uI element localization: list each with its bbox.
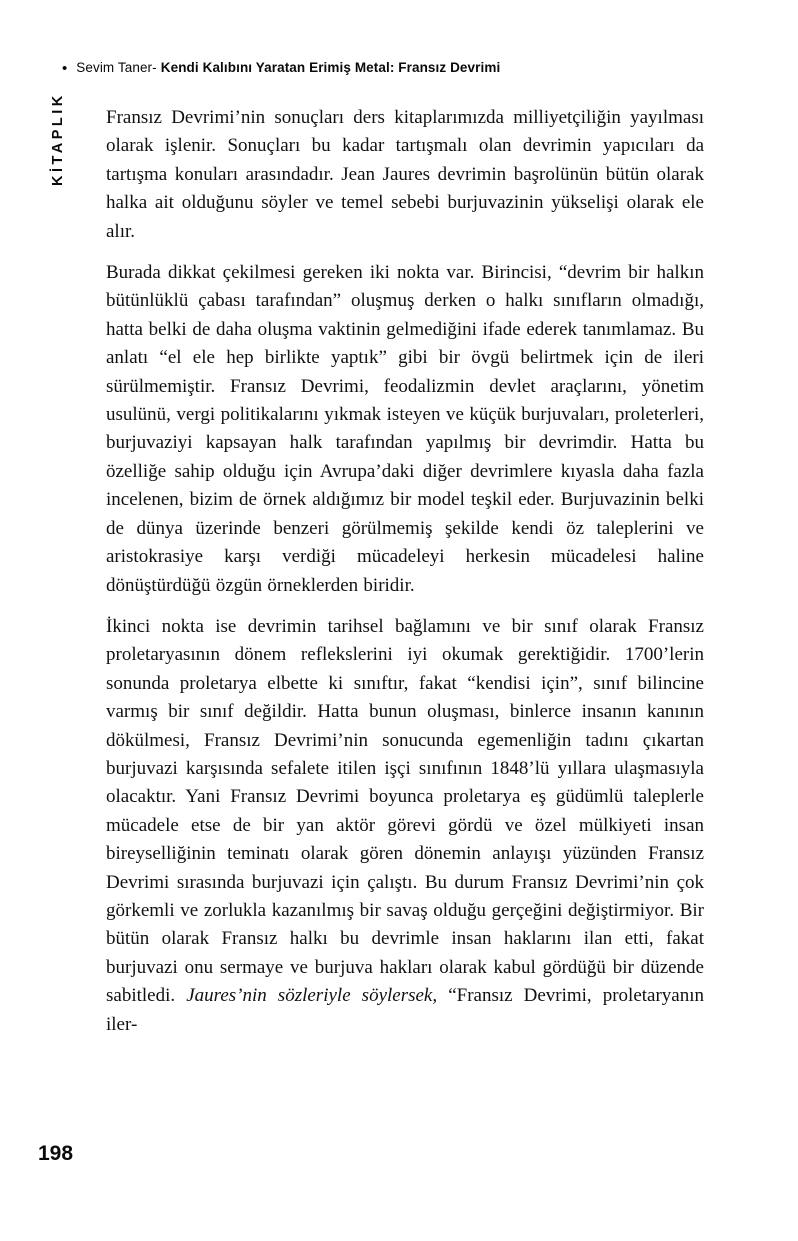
paragraph-2: Burada dikkat çekilmesi gereken iki nokta var. Birincisi, “devrim bir halkın bütünlüklü çabası tarafından” oluşmuş derken o halkı sınıfların olmadığı, hatta belki de daha oluşma vaktinin gelmediğini ifade ederek tanımlamaz. Bu anlatı “el ele hep birlikte yaptık” gibi bir övgü belirtmek için de ileri sürülmemiştir. Fransız Devrimi, feodalizmin devlet araçlarını, yönetim usulünü, vergi politikalarını yıkmak isteyen ve küçük burjuvaları, proleterleri, burjuvaziyi kapsayan halk tarafından yapılmış bir devrimdir. Hatta bu özelliğe sahip olduğu için Avrupa’daki diğer devrimlere kıyasla daha fazla incelenen, bizim de örnek aldığımız bir model teşkil eder. Burjuvazinin belki de dünya üzerinde benzeri görülmemiş şekilde kendi öz taleplerini ve aristokrasiye karşı verdiği mücadeleyi herkesin mücadelesi haline dönüştürdüğü özgün örneklerden biridir. xyxy=(106,262,704,596)
paragraph-3-italic: Jaures’nin sözleriyle söylersek, xyxy=(186,985,438,1007)
section-label-vertical: KİTAPLIK xyxy=(50,92,66,186)
paragraph-3-text: İkinci nokta ise devrimin tarihsel bağlamını ve bir sınıf olarak Fransız proletaryasının dönem reflekslerini iyi okumak gerektiğidir. 1700’lerin sonunda proletarya elbette ki sınıftır, fakat “kendisi için”, sınıf bilincine varmış bir sınıf değildir. Hatta bunun oluşması, binlerce insanın kanının dökülmesi, Fransız Devrimi’nin sonucunda egemenliğin tadını çıkartan burjuvazi karşısında sefalete itilen işçi sınıfının 1848’lü yıllara ulaşmasıyla olacaktır. Yani Fransız Devrimi boyunca proletarya eş güdümlü taleplerle mücadele etse de bir yan aktör görevi gördü ve özel mülkiyeti insan bireyselliğinin teminatı olarak gören dönemin anlayışı yüzünden Fransız Devrimi sırasında burjuvazi için çalıştı. Bu durum Fransız Devrimi’nin çok görkemli ve zorlukla kazanılmış bir savaş olduğu gerçeğini değiştirmiyor. Bir bütün olarak Fransız halkı bu devrimle insan haklarını ilan etti, fakat burjuvazi onu sermaye ve burjuva hakları olarak kabul gördüğü bir düzende sabitledi. xyxy=(106,615,704,1007)
bullet-icon: • xyxy=(62,60,68,77)
paragraph-1: Fransız Devrimi’nin sonuçları ders kitaplarımızda milliyetçiliğin yayılması olarak işlenir. Sonuçları bu kadar tartışmalı olan devrimin yapıcıları da tartışma konuları arasındadır. Jean Jaures devrimin başrolünün bütün olarak halka ait olduğunu söyler ve temel sebebi burjuvazinin yükselişi olarak ele alır. xyxy=(106,107,704,242)
paragraph-3-tail: “Fransız Devrimi, proletaryanın iler- xyxy=(106,985,705,1035)
header-author: Sevim Taner- xyxy=(76,60,157,75)
page-number: 198 xyxy=(38,1142,74,1165)
body-text xyxy=(106,104,704,1039)
paragraph-3 xyxy=(106,613,704,1039)
running-header xyxy=(62,60,742,77)
header-title: Kendi Kalıbını Yaratan Erimiş Metal: Fransız Devrimi xyxy=(160,60,501,75)
